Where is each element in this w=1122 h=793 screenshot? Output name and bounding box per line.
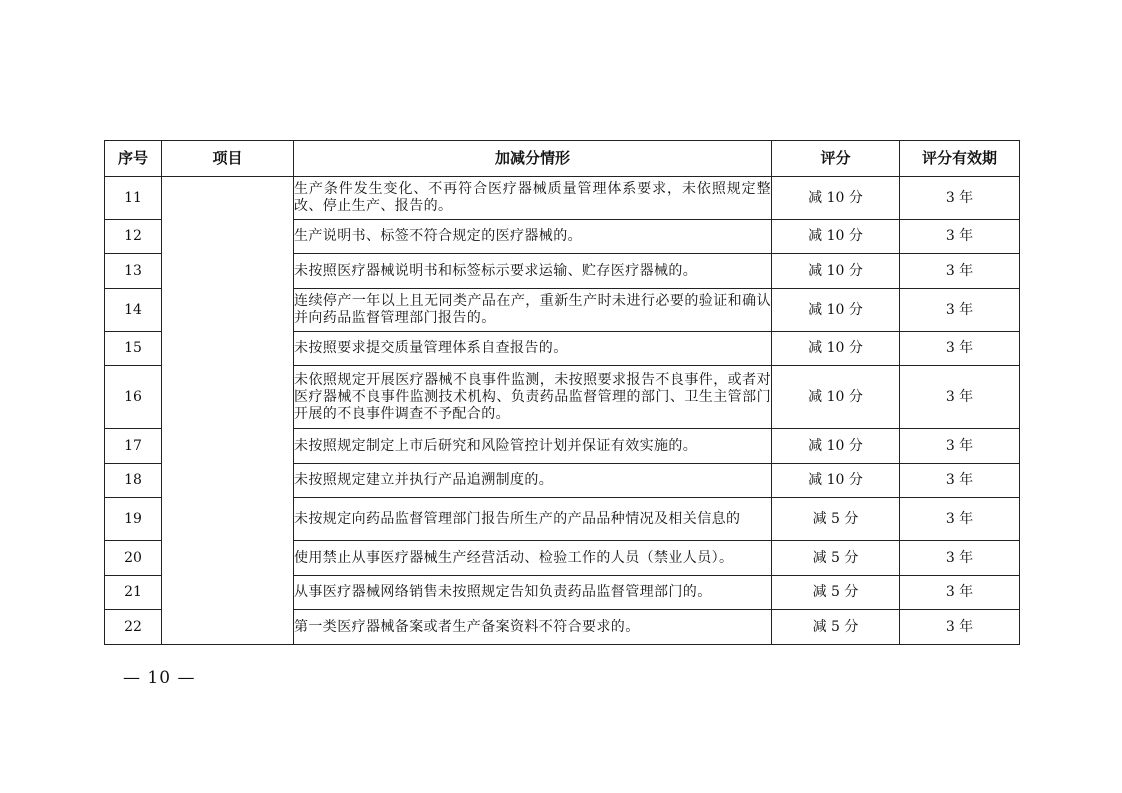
- row-score: 减 5 分: [772, 576, 900, 610]
- row-number: 15: [105, 332, 162, 366]
- row-score: 减 5 分: [772, 610, 900, 645]
- row-score: 减 10 分: [772, 177, 900, 220]
- row-validity: 3 年: [900, 254, 1020, 289]
- row-score: 减 10 分: [772, 254, 900, 289]
- row-number: 16: [105, 366, 162, 429]
- header-validity: 评分有效期: [900, 141, 1020, 177]
- header-item: 项目: [162, 141, 294, 177]
- row-number: 21: [105, 576, 162, 610]
- row-score: 减 10 分: [772, 464, 900, 498]
- row-validity: 3 年: [900, 332, 1020, 366]
- row-validity: 3 年: [900, 177, 1020, 220]
- row-validity: 3 年: [900, 220, 1020, 254]
- row-description: 未按照要求提交质量管理体系自查报告的。: [294, 332, 772, 366]
- row-description: 未按规定向药品监督管理部门报告所生产的产品品种情况及相关信息的: [294, 498, 772, 541]
- row-description: 生产条件发生变化、不再符合医疗器械质量管理体系要求，未依照规定整改、停止生产、报告的。: [294, 177, 772, 220]
- row-score: 减 10 分: [772, 220, 900, 254]
- row-description: 生产说明书、标签不符合规定的医疗器械的。: [294, 220, 772, 254]
- header-desc: 加减分情形: [294, 141, 772, 177]
- row-score: 减 5 分: [772, 541, 900, 576]
- row-number: 11: [105, 177, 162, 220]
- row-description: 未依照规定开展医疗器械不良事件监测，未按照要求报告不良事件，或者对医疗器械不良事件监测技术机构、负责药品监督管理的部门、卫生主管部门开展的不良事件调查不予配合的。: [294, 366, 772, 429]
- row-validity: 3 年: [900, 610, 1020, 645]
- row-number: 13: [105, 254, 162, 289]
- row-number: 20: [105, 541, 162, 576]
- row-score: 减 5 分: [772, 498, 900, 541]
- row-description: 使用禁止从事医疗器械生产经营活动、检验工作的人员（禁业人员）。: [294, 541, 772, 576]
- row-number: 12: [105, 220, 162, 254]
- page-number: — 10 —: [123, 668, 196, 688]
- row-score: 减 10 分: [772, 332, 900, 366]
- header-num: 序号: [105, 141, 162, 177]
- row-number: 14: [105, 289, 162, 332]
- table-row: [105, 177, 1020, 220]
- row-description: 第一类医疗器械备案或者生产备案资料不符合要求的。: [294, 610, 772, 645]
- row-number: 18: [105, 464, 162, 498]
- header-score: 评分: [772, 141, 900, 177]
- row-number: 22: [105, 610, 162, 645]
- header-row: [105, 141, 1020, 177]
- row-validity: 3 年: [900, 366, 1020, 429]
- row-validity: 3 年: [900, 498, 1020, 541]
- row-validity: 3 年: [900, 464, 1020, 498]
- item-cell: [162, 177, 294, 645]
- row-number: 19: [105, 498, 162, 541]
- row-validity: 3 年: [900, 289, 1020, 332]
- row-validity: 3 年: [900, 429, 1020, 464]
- row-score: 减 10 分: [772, 366, 900, 429]
- row-validity: 3 年: [900, 576, 1020, 610]
- row-number: 17: [105, 429, 162, 464]
- row-description: 从事医疗器械网络销售未按照规定告知负责药品监督管理部门的。: [294, 576, 772, 610]
- scoring-table: [104, 140, 1020, 645]
- row-description: 未按照规定建立并执行产品追溯制度的。: [294, 464, 772, 498]
- row-description: 未按照医疗器械说明书和标签标示要求运输、贮存医疗器械的。: [294, 254, 772, 289]
- row-validity: 3 年: [900, 541, 1020, 576]
- row-score: 减 10 分: [772, 289, 900, 332]
- row-description: 未按照规定制定上市后研究和风险管控计划并保证有效实施的。: [294, 429, 772, 464]
- row-description: 连续停产一年以上且无同类产品在产，重新生产时未进行必要的验证和确认并向药品监督管理部门报告的。: [294, 289, 772, 332]
- row-score: 减 10 分: [772, 429, 900, 464]
